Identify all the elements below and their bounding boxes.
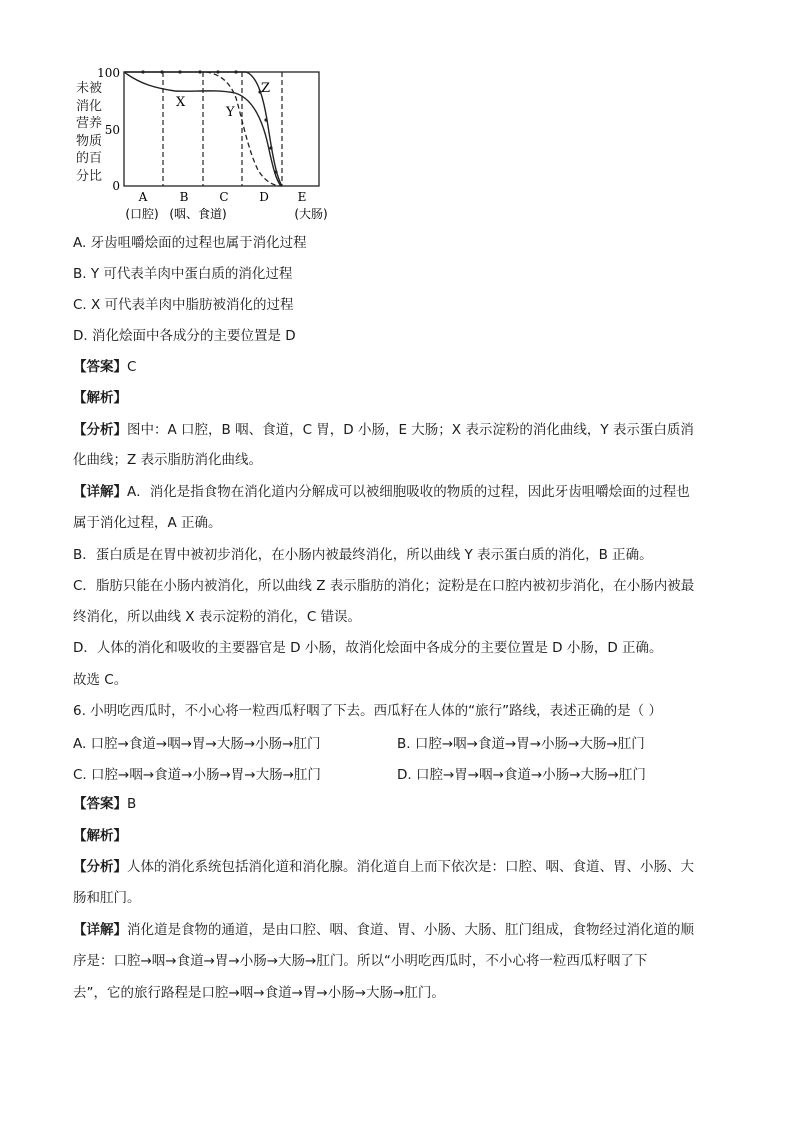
dot (264, 118, 267, 121)
q6-analysis-tag: 【解析】 (73, 828, 127, 844)
x-organ: (口腔) (125, 207, 159, 221)
x-letter: E (297, 190, 307, 204)
dot (160, 70, 163, 73)
plot-frame (124, 72, 319, 186)
detail-tag: 【详解】 (73, 484, 127, 500)
answer-value: B (127, 796, 137, 812)
q5-detail-line-6: D．人体的消化和吸收的主要器官是 D 小肠，故消化烩面中各成分的主要位置是 D 小肠，D 正确。 (73, 640, 663, 656)
q5-option-c: C. X 可代表羊肉中脂肪被消化的过程 (73, 297, 294, 313)
x-organ: (咽、食道) (169, 207, 227, 221)
q5-option-d: D. 消化烩面中各成分的主要位置是 D (73, 328, 296, 344)
x-organ: (大肠) (294, 207, 328, 221)
fenxi-text: 图中：A 口腔，B 咽、食道，C 胃，D 小肠，E 大肠；X 表示淀粉的消化曲线，Y 表示蛋白质消 (127, 422, 694, 438)
fenxi-text: 人体的消化系统包括消化道和消化腺。消化道自上而下依次是：口腔、咽、食道、胃、小肠、大 (127, 859, 694, 875)
q5-detail-line-3: B．蛋白质是在胃中被初步消化，在小肠内被最终消化，所以曲线 Y 表示蛋白质的消化，B 正确。 (73, 547, 653, 563)
fenxi-tag: 【分析】 (73, 859, 127, 875)
y-label-char: 消化 (75, 98, 102, 114)
detail-text: A．消化是指食物在消化道内分解成可以被细胞吸收的物质的过程，因此牙齿咀嚼烩面的过程也 (127, 484, 690, 500)
dot (234, 70, 237, 73)
y-label-char: 分比 (75, 168, 102, 184)
q6-option-d: D. 口腔→胃→咽→食道→小肠→大肠→肛门 (397, 767, 646, 783)
curve-y (206, 72, 282, 186)
q6-detail-line (73, 920, 694, 940)
y-label-char: 未被 (75, 81, 102, 96)
dot (198, 70, 201, 73)
y-label-char: 的百 (75, 151, 102, 166)
q5-detail-line-5: 终消化，所以曲线 X 表示淀粉的消化，C 错误。 (73, 609, 362, 625)
answer-value: C (127, 359, 137, 375)
fenxi-tag: 【分析】 (73, 422, 127, 438)
answer-tag: 【答案】 (73, 796, 127, 812)
answer-tag: 【答案】 (73, 359, 127, 375)
q5-fenxi-line-2: 化曲线；Z 表示脂肪消化曲线。 (73, 452, 263, 468)
dot (178, 70, 181, 73)
curve-label-x: X (176, 95, 186, 110)
detail-text: 消化道是食物的通道，是由口腔、咽、食道、胃、小肠、大肠、肛门组成，食物经过消化道的顺 (127, 922, 694, 938)
dot (216, 70, 219, 73)
x-letter: B (179, 190, 189, 204)
q5-detail-line-4: C．脂肪只能在小肠内被消化，所以曲线 Z 表示脂肪的消化；淀粉是在口腔内被初步消化，在小肠内被最 (73, 578, 695, 594)
q5-detail-line (73, 482, 690, 502)
q5-analysis-tag: 【解析】 (73, 390, 127, 406)
q6-fenxi-line (73, 857, 694, 877)
q6-answer (73, 794, 136, 814)
digestion-figure (0, 0, 794, 230)
q5-option-b: B. Y 可代表羊肉中蛋白质的消化过程 (73, 266, 293, 282)
q5-detail-line-2: 属于消化过程，A 正确。 (73, 515, 222, 531)
y-label-char: 营养 (75, 116, 102, 131)
curve-label-z: Z (261, 81, 271, 96)
q6-detail-line-3: 去”，它的旅行路程是口腔→咽→食道→胃→小肠→大肠→肛门。 (73, 985, 445, 1001)
q5-option-a: A. 牙齿咀嚼烩面的过程也属于消化过程 (73, 235, 307, 251)
y-tick: 100 (97, 66, 120, 80)
curve-label-y: Y (226, 105, 235, 120)
x-letter: C (219, 190, 229, 204)
q5-answer (73, 357, 136, 377)
q5-fenxi-line (73, 420, 694, 440)
q6-detail-line-2: 序是：口腔→咽→食道→胃→小肠→大肠→肛门。所以“小明吃西瓜时，不小心将一粒西瓜籽咽了下 (73, 953, 648, 969)
q6-option-b: B. 口腔→咽→食道→胃→小肠→大肠→肛门 (397, 736, 645, 752)
dot (141, 70, 144, 73)
detail-tag: 【详解】 (73, 922, 127, 938)
q6-stem: 6. 小明吃西瓜时，不小心将一粒西瓜籽咽了下去。西瓜籽在人体的“旅行”路线，表述正确的是（ ） (73, 703, 662, 719)
y-tick: 50 (104, 123, 120, 137)
x-letter: A (138, 190, 148, 204)
dot (269, 146, 272, 149)
q6-option-c: C. 口腔→咽→食道→小肠→胃→大肠→肛门 (73, 767, 321, 783)
x-letter: D (259, 190, 269, 204)
y-label-char: 物质 (75, 133, 102, 149)
y-tick: 0 (112, 179, 120, 193)
q6-option-a: A. 口腔→食道→咽→胃→大肠→小肠→肛门 (73, 736, 321, 752)
q6-fenxi-line-2: 肠和肛门。 (73, 890, 141, 906)
q5-conclusion: 故选 C。 (73, 672, 128, 688)
dot (274, 170, 277, 173)
